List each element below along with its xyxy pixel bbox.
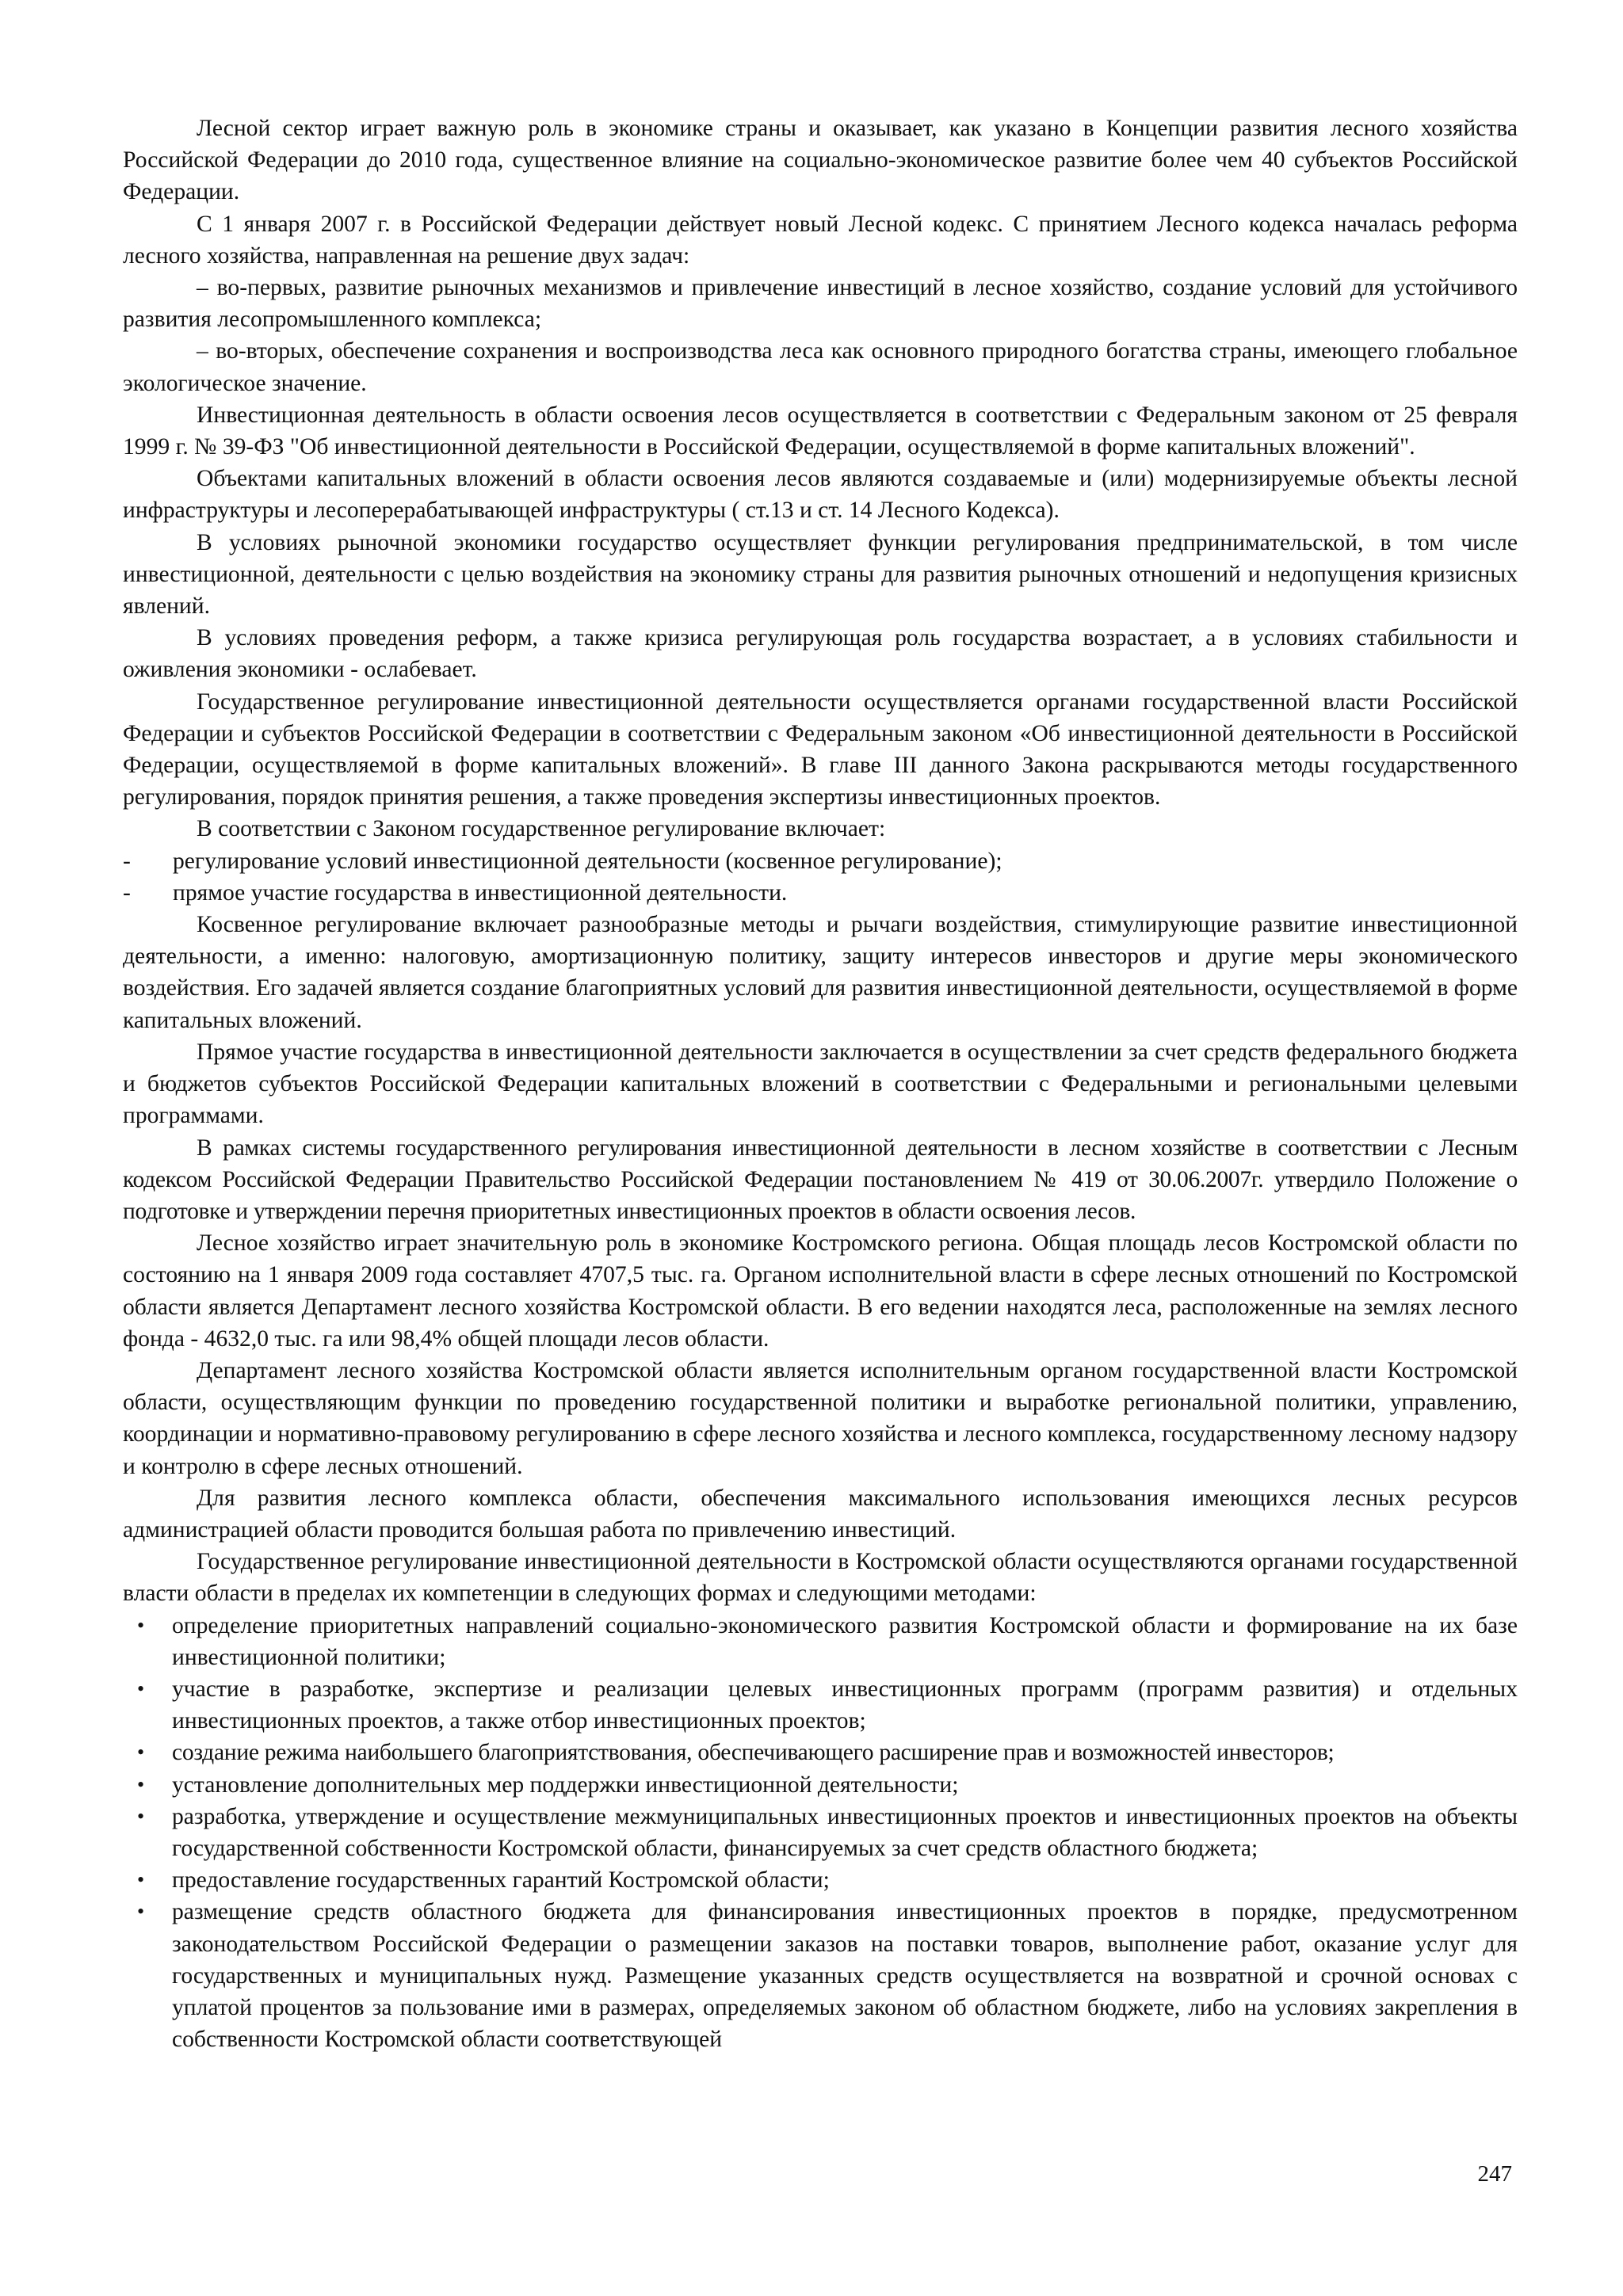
dash-list-item-text: регулирование условий инвестиционной деятельности (косвенное регулирование); (173, 848, 1002, 874)
paragraph: Лесное хозяйство играет значительную роль в экономике Костромского региона. Общая площадь лесов Костромской области по состоянию на 1 января 2009 года составляет 4707,5 тыс. га. Органом исполнительной власти в сфере лесных отношений по Костромской области является Департамент лесного хозяйства Костромской области. В его ведении находятся леса, расположенные на землях лесного фонда - 4632,0 тыс. га или 98,4% общей площади лесов области. (123, 1230, 1518, 1352)
paragraph: С 1 января 2007 г. в Российской Федерации действует новый Лесной кодекс. С принятием Лесного кодекса началась реформа лесного хозяйства, направленная на решение двух задач: (123, 211, 1518, 269)
bullet-list-item (123, 1896, 1518, 2055)
paragraph: Для развития лесного комплекса области, обеспечения максимального использования имеющихся лесных ресурсов администрацией области проводится большая работа по привлечению инвестиций. (123, 1485, 1518, 1543)
paragraph: Инвестиционная деятельность в области освоения лесов осуществляется в соответствии с Федеральным законом от 25 февраля 1999 г. № 39-ФЗ "Об инвестиционной деятельности в Российской Федерации, осуществляемой в форме капитальных вложений". (123, 402, 1518, 460)
paragraph: – во-вторых, обеспечение сохранения и воспроизводства леса как основного природного богатства страны, имеющего глобальное экологическое значение. (123, 338, 1518, 396)
page-number: 247 (1477, 2161, 1512, 2187)
bullet-icon: • (137, 1900, 145, 1924)
paragraph: Государственное регулирование инвестиционной деятельности в Костромской области осуществляются органами государственной власти области в пределах их компетенции в следующих формах и следующими методами: (123, 1549, 1518, 1607)
dash-list-item (123, 845, 1518, 877)
paragraph: Лесной сектор играет важную роль в экономике страны и оказывает, как указано в Концепции развития лесного хозяйства Российской Федерации до 2010 года, существенное влияние на социально-экономическое развитие более чем 40 субъектов Российской Федерации. (123, 116, 1518, 205)
bullet-icon: • (137, 1741, 145, 1764)
paragraph: В рамках системы государственного регулирования инвестиционной деятельности в лесном хозяйстве в соответствии с Лесным кодексом Российской Федерации Правительство Российской Федерации постановлением № 419 от 30.06.2007г. утвердило Положение о подготовке и утверждении перечня приоритетных инвестиционных проектов в области освоения лесов. (123, 1135, 1518, 1224)
document-page (123, 113, 1518, 2055)
dash-marker: - (123, 848, 131, 874)
paragraph: Департамент лесного хозяйства Костромской области является исполнительным органом государственной власти Костромской области, осуществляющим функции по проведению государственной политики и выработке региональной политики, управлению, координации и нормативно-правовому регулированию в сфере лесного хозяйства и лесного комплекса, государственному лесному надзору и контролю в сфере лесных отношений. (123, 1357, 1518, 1479)
bullet-icon: • (137, 1868, 145, 1892)
paragraph: – во-первых, развитие рыночных механизмов и привлечение инвестиций в лесное хозяйство, создание условий для устойчивого развития лесопромышленного комплекса; (123, 275, 1518, 333)
bullet-list-item (123, 1610, 1518, 1673)
bullet-list-item (123, 1769, 1518, 1801)
bullet-list-item-text: разработка, утверждение и осуществление межмуниципальных инвестиционных проектов и инвестиционных проектов на объекты государственной собственности Костромской области, финансируемых за счет средств областного бюджета; (172, 1803, 1518, 1861)
dash-list-item (123, 877, 1518, 909)
bullet-icon: • (137, 1676, 145, 1700)
paragraph: Объектами капитальных вложений в области освоения лесов являются создаваемые и (или) модернизируемые объекты лесной инфраструктуры и лесоперерабатывающей инфраструктуры ( ст.13 и ст. 14 Лесного Кодекса). (123, 466, 1518, 524)
bullet-list-item-text: создание режима наибольшего благоприятствования, обеспечивающего расширение прав и возможностей инвесторов; (172, 1740, 1335, 1766)
bullet-list-item (123, 1673, 1518, 1737)
paragraph: В условиях проведения реформ, а также кризиса регулирующая роль государства возрастает, а в условиях стабильности и оживления экономики - ослабевает. (123, 625, 1518, 683)
bullet-icon: • (137, 1613, 145, 1637)
bullet-list-item-text: определение приоритетных направлений социально-экономического развития Костромской области и формирование на их базе инвестиционной политики; (172, 1612, 1518, 1670)
bullet-icon: • (137, 1772, 145, 1796)
bullet-list-item (123, 1737, 1518, 1768)
bullet-list-item-text: размещение средств областного бюджета для финансирования инвестиционных проектов в порядке, предусмотренном законодательством Российской Федерации о размещении заказов на поставки товаров, выполнение работ, оказание услуг для государственных и муниципальных нужд. Размещение указанных средств осуществляется на возвратной и срочной основах с уплатой процентов за пользование ими в размерах, определяемых законом об областном бюджете, либо на условиях закрепления в собственности Костромской области соответствующей (172, 1899, 1518, 2053)
bullet-icon: • (137, 1804, 145, 1828)
paragraph: В соответствии с Законом государственное регулирование включает: (197, 816, 886, 842)
paragraph: Косвенное регулирование включает разнообразные методы и рычаги воздействия, стимулирующие развитие инвестиционной деятельности, а именно: налоговую, амортизационную политику, защиту интересов инвесторов и другие меры экономического воздействия. Его задачей является создание благоприятных условий для развития инвестиционной деятельности, осуществляемой в форме капитальных вложений. (123, 912, 1518, 1033)
dash-list-item-text: прямое участие государства в инвестиционной деятельности. (173, 879, 788, 906)
paragraph: Прямое участие государства в инвестиционной деятельности заключается в осуществлении за счет средств федерального бюджета и бюджетов субъектов Российской Федерации капитальных вложений в соответствии с Федеральными и региональными целевыми программами. (123, 1039, 1518, 1129)
dash-marker: - (123, 879, 131, 906)
paragraph: Государственное регулирование инвестиционной деятельности осуществляется органами государственной власти Российской Федерации и субъектов Российской Федерации в соответствии с Федеральным законом «Об инвестиционной деятельности в Российской Федерации, осуществляемой в форме капитальных вложений». В главе III данного Закона раскрываются методы государственного регулирования, порядок принятия решения, а также проведения экспертизы инвестиционных проектов. (123, 688, 1518, 810)
bullet-list-item-text: участие в разработке, экспертизе и реализации целевых инвестиционных программ (программ развития) и отдельных инвестиционных проектов, а также отбор инвестиционных проектов; (172, 1676, 1518, 1734)
bullet-list-item-text: установление дополнительных мер поддержки инвестиционной деятельности; (172, 1772, 959, 1798)
bullet-list-item (123, 1801, 1518, 1864)
paragraph: В условиях рыночной экономики государство осуществляет функции регулирования предпринимательской, в том числе инвестиционной, деятельности с целью воздействия на экономику страны для развития рыночных отношений и недопущения кризисных явлений. (123, 529, 1518, 620)
bullet-list-item-text: предоставление государственных гарантий Костромской области; (172, 1867, 830, 1894)
bullet-list-item (123, 1864, 1518, 1896)
